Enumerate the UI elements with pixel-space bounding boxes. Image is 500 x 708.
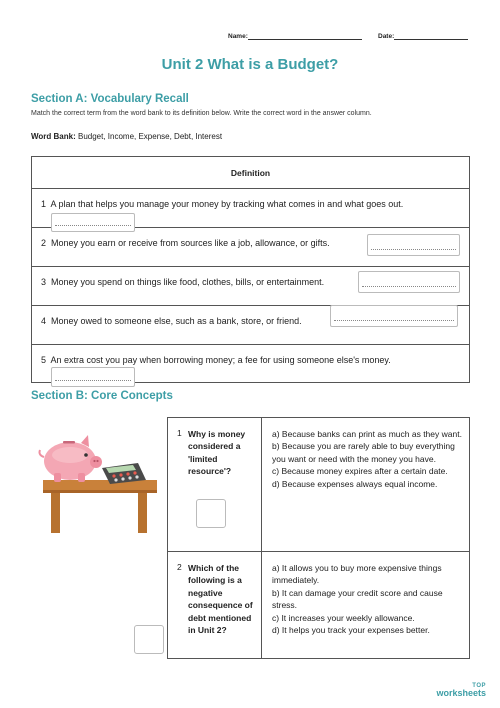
answer-box[interactable] bbox=[358, 271, 460, 293]
logo-top: TOP bbox=[472, 683, 486, 689]
option: c) Because money expires after a certain date. bbox=[272, 466, 448, 477]
question-number: 1 bbox=[177, 428, 182, 438]
section-b-heading: Section B: Core Concepts bbox=[31, 390, 173, 402]
name-line[interactable] bbox=[248, 34, 362, 40]
vocabulary-row-text bbox=[41, 316, 302, 326]
row-number: 1 bbox=[41, 199, 47, 209]
section-a-instructions: Match the correct term from the word bank to its definition below. Write the correct word in the answer column. bbox=[31, 110, 372, 117]
date-field bbox=[378, 33, 468, 40]
section-a-heading: Section A: Vocabulary Recall bbox=[31, 93, 189, 105]
core-concepts-table bbox=[167, 417, 470, 659]
name-label: Name: bbox=[228, 33, 248, 40]
date-label: Date: bbox=[378, 33, 395, 40]
vocabulary-table-header: Definition bbox=[32, 157, 469, 189]
option: d) Because expenses always equal income. bbox=[272, 478, 438, 489]
vocabulary-row bbox=[32, 189, 469, 228]
option: b) Because you are rarely able to buy everything you want or need with the money you have. bbox=[272, 441, 455, 464]
question-options bbox=[262, 552, 469, 658]
question-options bbox=[262, 418, 469, 551]
option: b) It can damage your credit score and cause stress. bbox=[272, 587, 443, 611]
question-row bbox=[168, 418, 469, 552]
vocabulary-row-text bbox=[41, 355, 391, 365]
vocabulary-table bbox=[31, 156, 470, 383]
option: c) It increases your weekly allowance. bbox=[272, 612, 415, 623]
vocabulary-row bbox=[32, 345, 469, 381]
question-cell bbox=[168, 552, 262, 658]
row-definition: Money you spend on things like food, clothes, bills, or entertainment. bbox=[51, 277, 325, 287]
word-bank-label: Word Bank: bbox=[31, 132, 76, 141]
row-definition: Money you earn or receive from sources like a job, allowance, or gifts. bbox=[51, 238, 330, 248]
answer-box[interactable] bbox=[330, 305, 458, 327]
question-row bbox=[168, 552, 469, 658]
row-definition: A plan that helps you manage your money by tracking what comes in and what goes out. bbox=[50, 199, 404, 209]
answer-box[interactable] bbox=[196, 499, 226, 528]
vocabulary-row bbox=[32, 267, 469, 306]
answer-box[interactable] bbox=[51, 367, 135, 387]
topworksheets-logo bbox=[436, 683, 486, 698]
vocabulary-row bbox=[32, 306, 469, 345]
row-definition: Money owed to someone else, such as a bank, store, or friend. bbox=[51, 316, 302, 326]
question-number: 2 bbox=[177, 562, 182, 572]
answer-box[interactable] bbox=[367, 234, 460, 256]
page-title: Unit 2 What is a Budget? bbox=[161, 56, 339, 73]
vocabulary-row-text bbox=[41, 238, 330, 248]
question-text: Why is money considered a 'limited resource'? bbox=[188, 429, 246, 477]
row-number: 2 bbox=[41, 238, 47, 248]
option: d) It helps you track your expenses better. bbox=[272, 625, 430, 636]
row-definition: An extra cost you pay when borrowing money; a fee for using someone else's money. bbox=[50, 355, 391, 365]
vocabulary-row-text bbox=[41, 199, 403, 209]
date-line[interactable] bbox=[394, 34, 468, 40]
option: a) It allows you to buy more expensive things immediately. bbox=[272, 563, 442, 586]
vocabulary-row-text bbox=[41, 277, 324, 287]
logo-bottom: worksheets bbox=[436, 688, 486, 698]
desk-leg bbox=[51, 493, 60, 533]
row-number: 5 bbox=[41, 355, 47, 365]
vocabulary-row bbox=[32, 228, 469, 267]
desk-leg bbox=[138, 493, 147, 533]
question-text: Which of the following is a negative consequence of debt mentioned in Unit 2? bbox=[188, 563, 253, 636]
row-number: 3 bbox=[41, 277, 47, 287]
answer-box[interactable] bbox=[134, 625, 164, 654]
word-bank bbox=[31, 132, 222, 141]
name-field bbox=[228, 33, 362, 40]
piggy-bank-icon bbox=[40, 435, 103, 482]
option: a) Because banks can print as much as they want. bbox=[272, 429, 462, 439]
piggy-bank-calculator-desk-illustration bbox=[30, 425, 160, 535]
question-cell bbox=[168, 418, 262, 551]
row-number: 4 bbox=[41, 316, 47, 326]
word-bank-terms: Budget, Income, Expense, Debt, Interest bbox=[77, 132, 223, 141]
